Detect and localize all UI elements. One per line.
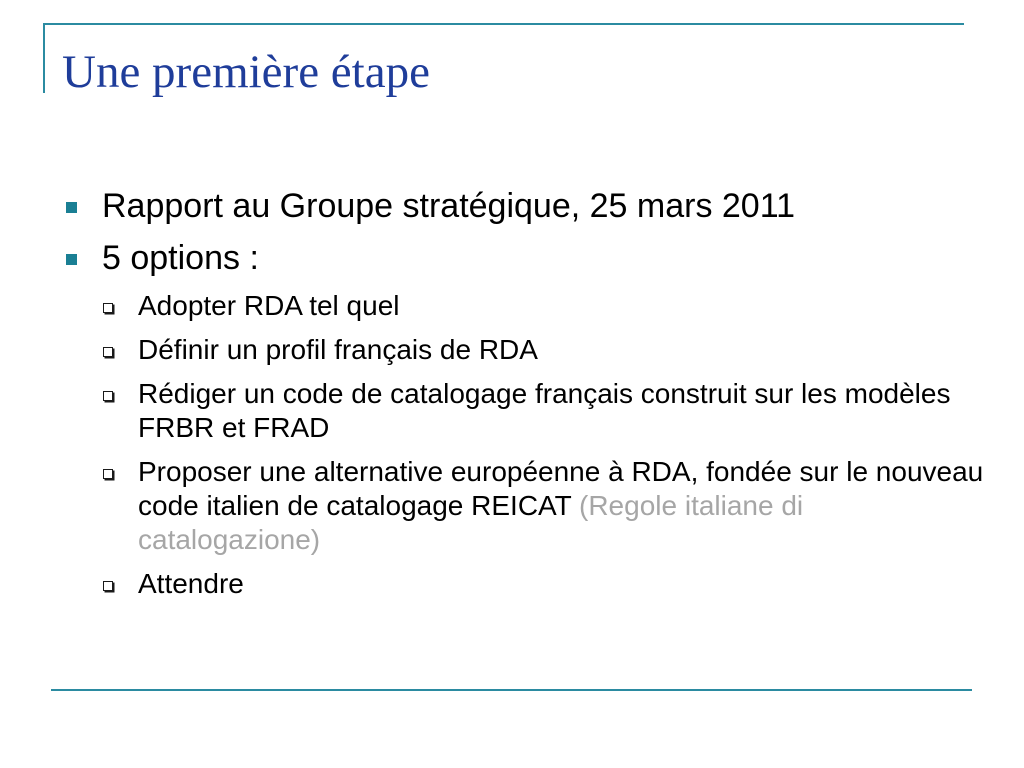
sub-bullet-option-5 — [60, 567, 990, 601]
square-bullet-icon — [66, 202, 77, 213]
square-bullet-icon — [66, 254, 77, 265]
sub-bullet-note: (Regole italiane di catalogazione) — [138, 490, 804, 555]
hollow-square-bullet-icon — [103, 347, 113, 357]
sub-bullet-option-1 — [60, 289, 990, 323]
hollow-square-bullet-icon — [103, 391, 113, 401]
sub-bullet-text: Définir un profil français de RDA — [138, 334, 538, 365]
hollow-square-bullet-icon — [103, 581, 113, 591]
sub-bullet-text: Proposer une alternative européenne à RDA, fondée sur le nouveau code italien de catalogage REICAT — [138, 456, 984, 521]
sub-bullet-text: Adopter RDA tel quel — [138, 290, 400, 321]
slide-title: Une première étape — [62, 46, 430, 98]
bullet-item-options — [60, 237, 990, 279]
bullet-list — [60, 185, 990, 611]
sub-bullet-text: Rédiger un code de catalogage français construit sur les modèles FRBR et FRAD — [138, 378, 951, 443]
bullet-text: 5 options : — [102, 239, 259, 277]
sub-bullet-text: Attendre — [138, 568, 244, 599]
frame-bottom-line — [51, 689, 972, 691]
sub-bullet-option-3 — [60, 377, 990, 445]
hollow-square-bullet-icon — [103, 469, 113, 479]
bullet-text: Rapport au Groupe stratégique, 25 mars 2011 — [102, 187, 796, 225]
frame-top-line — [43, 23, 964, 25]
sub-bullet-option-4 — [60, 455, 990, 557]
frame-left-line — [43, 23, 45, 93]
bullet-item-report — [60, 185, 990, 227]
sub-bullet-option-2 — [60, 333, 990, 367]
hollow-square-bullet-icon — [103, 303, 113, 313]
